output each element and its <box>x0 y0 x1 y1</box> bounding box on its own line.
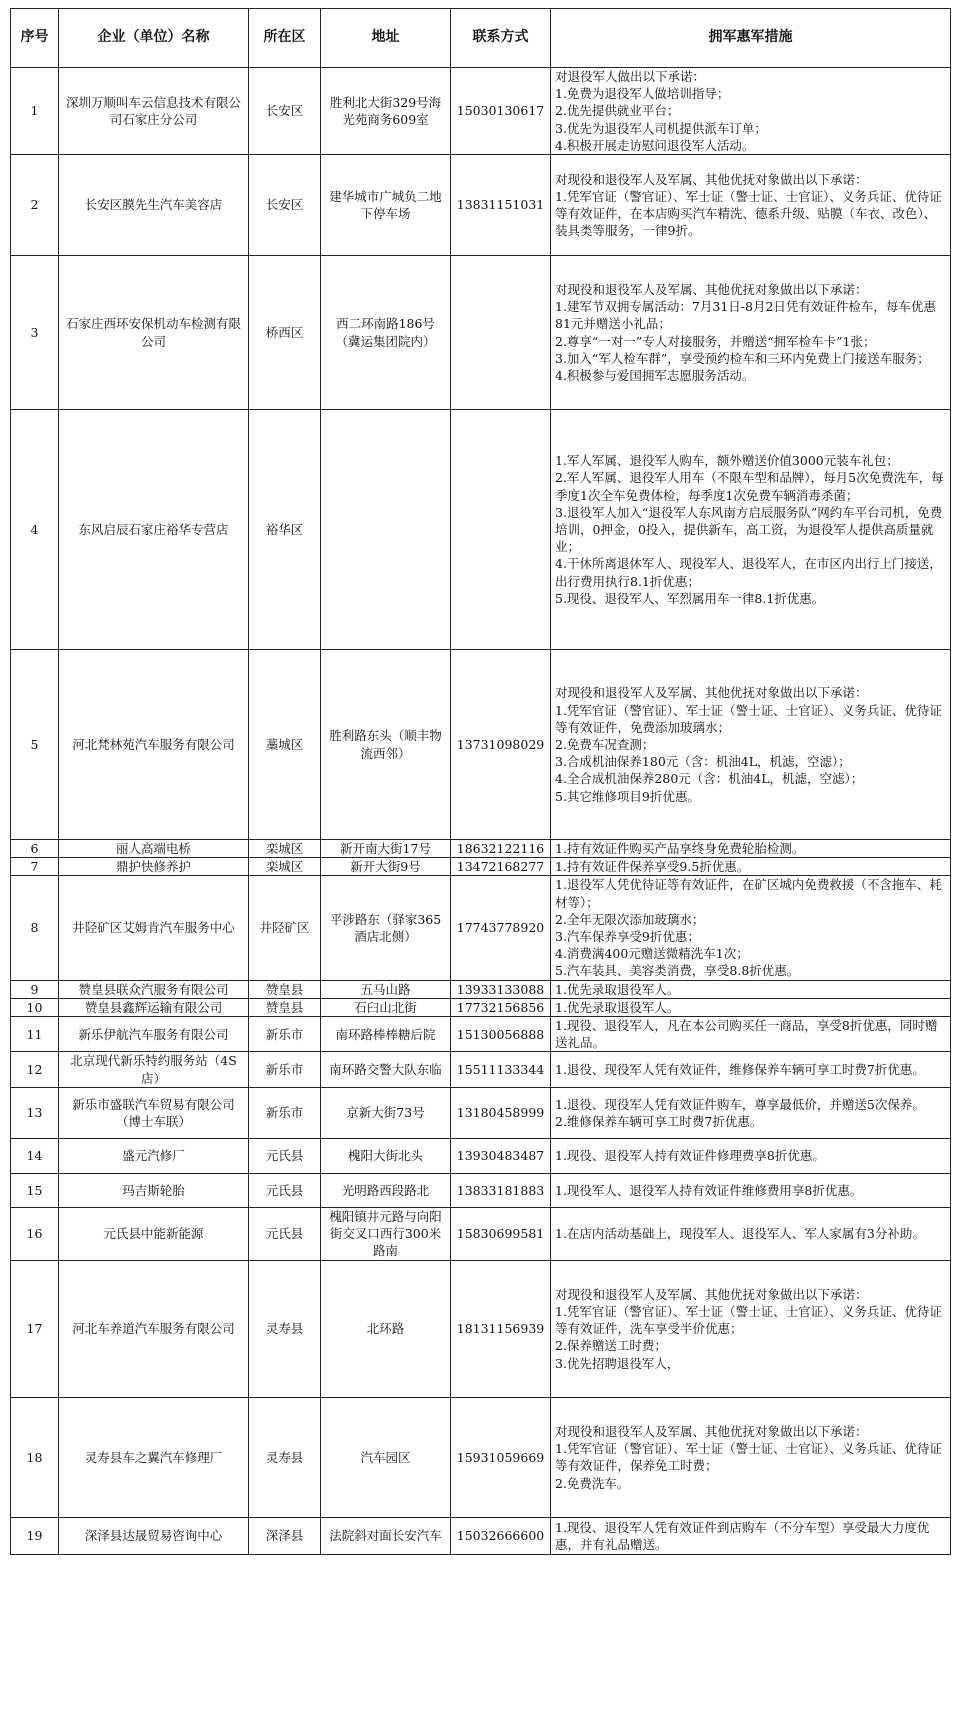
cell-no: 4 <box>11 410 59 650</box>
cell-phone: 13831151031 <box>451 155 551 256</box>
cell-phone: 15130056888 <box>451 1017 551 1052</box>
cell-district: 灵寿县 <box>249 1397 321 1517</box>
cell-name: 玛吉斯轮胎 <box>59 1173 249 1207</box>
cell-phone: 15030130617 <box>451 68 551 155</box>
cell-measures: 1.持有效证件购买产品享终身免费轮胎检测。 <box>551 840 951 858</box>
cell-address: 建华城市广城负二地下停车场 <box>321 155 451 256</box>
cell-district: 新乐市 <box>249 1017 321 1052</box>
cell-name: 井陉矿区艾姆肯汽车服务中心 <box>59 876 249 980</box>
cell-phone <box>451 410 551 650</box>
cell-no: 11 <box>11 1017 59 1052</box>
cell-address: 石臼山北街 <box>321 998 451 1016</box>
cell-name: 赞皇县鑫辉运输有限公司 <box>59 998 249 1016</box>
cell-measures: 对现役和退役军人及军属、其他优抚对象做出以下承诺： 1.凭军官证（警官证）、军士证（警士证、士官证）、义务兵证、优待证等有效证件，保养免工时费； 2.免费洗车。 <box>551 1397 951 1517</box>
table-row <box>11 68 951 155</box>
cell-district: 栾城区 <box>249 858 321 876</box>
cell-measures: 对退役军人做出以下承诺： 1.免费为退役军人做培训指导； 2.优先提供就业平台； 3.优先为退役军人司机提供派车订单； 4.积极开展走访慰问退役军人活动。 <box>551 68 951 155</box>
cell-phone: 18632122116 <box>451 840 551 858</box>
cell-name: 北京现代新乐特约服务站（4S店） <box>59 1052 249 1087</box>
cell-phone: 13731098029 <box>451 650 551 840</box>
cell-name: 河北车养道汽车服务有限公司 <box>59 1260 249 1397</box>
cell-phone: 17743778920 <box>451 876 551 980</box>
cell-district: 深泽县 <box>249 1517 321 1554</box>
cell-address: 胜利北大街329号海光苑商务609室 <box>321 68 451 155</box>
cell-district: 裕华区 <box>249 410 321 650</box>
cell-measures: 1.军人军属、退役军人购车，额外赠送价值3000元装车礼包； 2.军人军属、退役军人用车（不限车型和品牌），每月5次免费洗车，每季度1次全车免费体检，每季度1次免费车辆消毒杀菌； 3.退役军人加入“退役军人东风南方启辰服务队”网约车平台司机，免费培训，0押金，0投入，提供新车，高工资，为退役军人提供高质量就业； 4.干休所离退休军人、现役军人、退役军人，在市区内出行上门接送，出行费用执行8.1折优惠； 5.现役、退役军人、军烈属用车一律8.1折优惠。 <box>551 410 951 650</box>
cell-address: 北环路 <box>321 1260 451 1397</box>
header-contact: 联系方式 <box>451 9 551 68</box>
cell-no: 16 <box>11 1207 59 1260</box>
cell-phone: 17732156856 <box>451 998 551 1016</box>
table-row <box>11 980 951 998</box>
cell-measures: 对现役和退役军人及军属、其他优抚对象做出以下承诺： 1.建军节双拥专属活动：7月31日-8月2日凭有效证件检车，每车优惠81元并赠送小礼品； 2.尊享“一对一”专人对接服务，并赠送“拥军检车卡”1张； 3.加入“军人检车群”，享受预约检车和三环内免费上门接送车服务； 4.积极参与爱国拥军志愿服务活动。 <box>551 256 951 410</box>
merchant-table <box>10 8 951 1555</box>
cell-no: 13 <box>11 1087 59 1138</box>
cell-name: 鼎护快修养护 <box>59 858 249 876</box>
cell-phone: 15511133344 <box>451 1052 551 1087</box>
cell-district: 元氏县 <box>249 1207 321 1260</box>
cell-phone: 13933133088 <box>451 980 551 998</box>
table-row <box>11 1260 951 1397</box>
cell-no: 14 <box>11 1138 59 1173</box>
cell-measures: 1.退役、现役军人凭有效证件，维修保养车辆可享工时费7折优惠。 <box>551 1052 951 1087</box>
table-row <box>11 1397 951 1517</box>
cell-address: 汽车园区 <box>321 1397 451 1517</box>
cell-phone: 13930483487 <box>451 1138 551 1173</box>
cell-no: 9 <box>11 980 59 998</box>
header-name: 企业（单位）名称 <box>59 9 249 68</box>
cell-no: 5 <box>11 650 59 840</box>
cell-name: 新乐伊航汽车服务有限公司 <box>59 1017 249 1052</box>
cell-district: 长安区 <box>249 155 321 256</box>
cell-no: 10 <box>11 998 59 1016</box>
cell-measures: 1.优先录取退役军人。 <box>551 998 951 1016</box>
header-no: 序号 <box>11 9 59 68</box>
header-address: 地址 <box>321 9 451 68</box>
table-row <box>11 1517 951 1554</box>
cell-name: 丽人高端电桥 <box>59 840 249 858</box>
cell-address: 槐阳大街北头 <box>321 1138 451 1173</box>
cell-address <box>321 410 451 650</box>
cell-phone: 15032666600 <box>451 1517 551 1554</box>
cell-no: 3 <box>11 256 59 410</box>
table-row <box>11 1017 951 1052</box>
cell-address: 光明路西段路北 <box>321 1173 451 1207</box>
cell-measures: 1.持有效证件保养享受9.5折优惠。 <box>551 858 951 876</box>
cell-measures: 1.退役军人凭优待证等有效证件，在矿区城内免费救援（不含拖车、耗材等）； 2.全年无限次添加玻璃水； 3.汽车保养享受9折优惠； 4.消费满400元赠送微精洗车1次； 5.汽车装具、美容类消费，享受8.8折优惠。 <box>551 876 951 980</box>
cell-district: 桥西区 <box>249 256 321 410</box>
cell-name: 深泽县达晟贸易咨询中心 <box>59 1517 249 1554</box>
cell-measures: 1.在店内活动基础上，现役军人、退役军人、军人家属有3分补助。 <box>551 1207 951 1260</box>
cell-phone: 13180458999 <box>451 1087 551 1138</box>
cell-measures: 对现役和退役军人及军属、其他优抚对象做出以下承诺： 1.凭军官证（警官证）、军士证（警士证、士官证）、义务兵证、优待证等有效证件，在本店购买汽车精洗、德系升级、贴膜（车衣、改色）、装具类等服务，一律9折。 <box>551 155 951 256</box>
cell-district: 栾城区 <box>249 840 321 858</box>
cell-name: 盛元汽修厂 <box>59 1138 249 1173</box>
table-row <box>11 1173 951 1207</box>
table-row <box>11 256 951 410</box>
cell-district: 赞皇县 <box>249 980 321 998</box>
cell-address: 京新大街73号 <box>321 1087 451 1138</box>
table-row <box>11 650 951 840</box>
cell-no: 19 <box>11 1517 59 1554</box>
cell-name: 河北梵林苑汽车服务有限公司 <box>59 650 249 840</box>
cell-district: 长安区 <box>249 68 321 155</box>
cell-address: 新开大街9号 <box>321 858 451 876</box>
header-district: 所在区 <box>249 9 321 68</box>
cell-measures: 1.退役、现役军人凭有效证件购车，尊享最低价，并赠送5次保养。 2.维修保养车辆可享工时费7折优惠。 <box>551 1087 951 1138</box>
cell-address: 新开南大街17号 <box>321 840 451 858</box>
table-row <box>11 876 951 980</box>
cell-measures: 对现役和退役军人及军属、其他优抚对象做出以下承诺： 1.凭军官证（警官证）、军士证（警士证、士官证）、义务兵证、优待证等有效证件，免费添加玻璃水； 2.免费车况查测； 3.合成机油保养180元（含：机油4L，机滤，空滤）； 4.全合成机油保养280元（含：机油4L，机滤，空滤）； 5.其它维修项目9折优惠。 <box>551 650 951 840</box>
cell-measures: 1.现役、退役军人持有效证件修理费享8折优惠。 <box>551 1138 951 1173</box>
cell-address: 南环路棒棒糖后院 <box>321 1017 451 1052</box>
cell-phone: 18131156939 <box>451 1260 551 1397</box>
cell-measures: 1.现役军人、退役军人持有效证件维修费用享8折优惠。 <box>551 1173 951 1207</box>
table-row <box>11 155 951 256</box>
table-row <box>11 858 951 876</box>
cell-name: 深圳万顺叫车云信息技术有限公司石家庄分公司 <box>59 68 249 155</box>
cell-name: 长安区膜先生汽车美容店 <box>59 155 249 256</box>
header-measures: 拥军惠军措施 <box>551 9 951 68</box>
cell-no: 6 <box>11 840 59 858</box>
cell-district: 赞皇县 <box>249 998 321 1016</box>
cell-address: 西二环南路186号（冀运集团院内） <box>321 256 451 410</box>
cell-name: 东风启辰石家庄裕华专营店 <box>59 410 249 650</box>
cell-name: 新乐市盛联汽车贸易有限公司（博士车联） <box>59 1087 249 1138</box>
cell-district: 元氏县 <box>249 1173 321 1207</box>
cell-name: 石家庄西环安保机动车检测有限公司 <box>59 256 249 410</box>
cell-phone: 15830699581 <box>451 1207 551 1260</box>
cell-no: 15 <box>11 1173 59 1207</box>
cell-no: 12 <box>11 1052 59 1087</box>
cell-phone: 15931059669 <box>451 1397 551 1517</box>
cell-no: 17 <box>11 1260 59 1397</box>
cell-no: 8 <box>11 876 59 980</box>
cell-phone: 13472168277 <box>451 858 551 876</box>
cell-district: 新乐市 <box>249 1087 321 1138</box>
cell-district: 元氏县 <box>249 1138 321 1173</box>
cell-address: 平涉路东（驿家365酒店北侧） <box>321 876 451 980</box>
cell-address: 法院斜对面长安汽车 <box>321 1517 451 1554</box>
table-row <box>11 1052 951 1087</box>
cell-measures: 对现役和退役军人及军属、其他优抚对象做出以下承诺： 1.凭军官证（警官证）、军士证（警士证、士官证）、义务兵证、优待证等有效证件，洗车享受半价优惠； 2.保养赠送工时费； 3.优先招聘退役军人， <box>551 1260 951 1397</box>
cell-address: 槐阳镇井元路与向阳街交叉口西行300米路南 <box>321 1207 451 1260</box>
cell-no: 1 <box>11 68 59 155</box>
cell-name: 赞皇县联众汽服务有限公司 <box>59 980 249 998</box>
cell-name: 灵寿县车之翼汽车修理厂 <box>59 1397 249 1517</box>
cell-district: 灵寿县 <box>249 1260 321 1397</box>
cell-district: 新乐市 <box>249 1052 321 1087</box>
table-row <box>11 1207 951 1260</box>
table-row <box>11 1138 951 1173</box>
table-row <box>11 998 951 1016</box>
header-row <box>11 9 951 68</box>
table-row <box>11 1087 951 1138</box>
table-row <box>11 410 951 650</box>
cell-name: 元氏县中能新能源 <box>59 1207 249 1260</box>
table-row <box>11 840 951 858</box>
cell-address: 南环路交警大队东临 <box>321 1052 451 1087</box>
cell-address: 五马山路 <box>321 980 451 998</box>
cell-measures: 1.现役、退役军人，凡在本公司购买任一商品，享受8折优惠，同时赠送礼品。 <box>551 1017 951 1052</box>
cell-phone: 13833181883 <box>451 1173 551 1207</box>
cell-no: 18 <box>11 1397 59 1517</box>
cell-district: 井陉矿区 <box>249 876 321 980</box>
cell-no: 2 <box>11 155 59 256</box>
cell-measures: 1.优先录取退役军人。 <box>551 980 951 998</box>
cell-phone <box>451 256 551 410</box>
cell-measures: 1.现役、退役军人凭有效证件到店购车（不分车型）享受最大力度优惠，并有礼品赠送。 <box>551 1517 951 1554</box>
cell-district: 藁城区 <box>249 650 321 840</box>
cell-no: 7 <box>11 858 59 876</box>
cell-address: 胜利路东头（顺丰物流西邻） <box>321 650 451 840</box>
